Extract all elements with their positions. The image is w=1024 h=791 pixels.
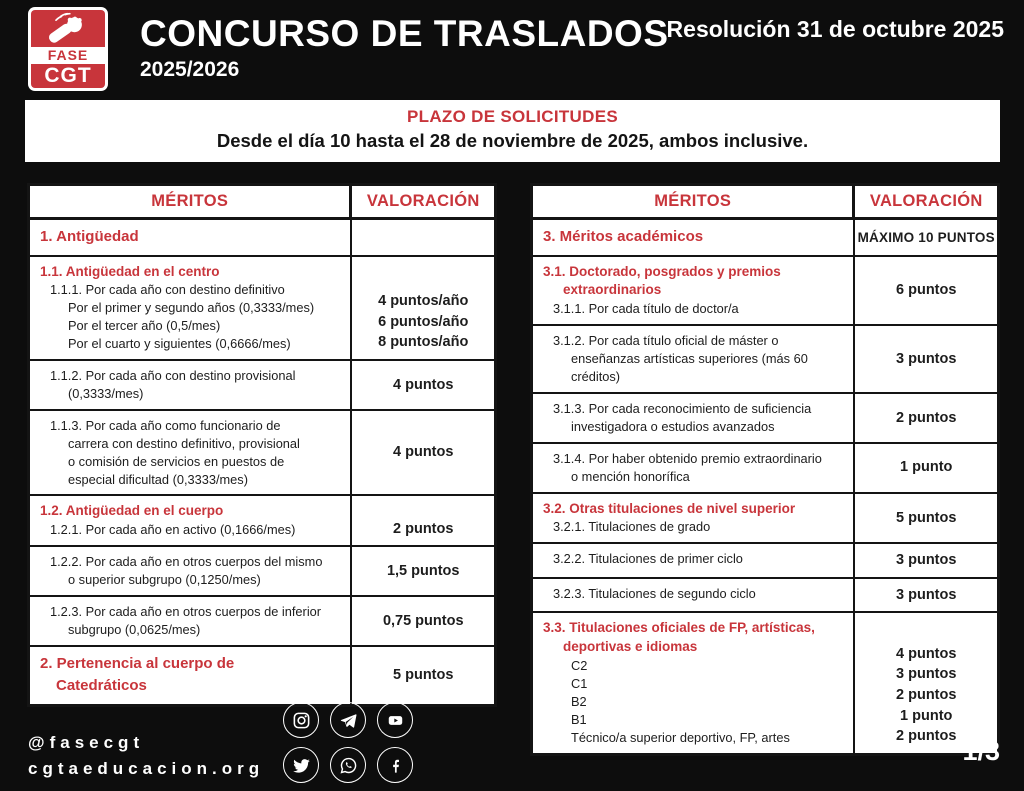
table-header-row <box>30 186 494 220</box>
valoracion-cell <box>352 597 494 645</box>
page-indicator: 1/3 <box>962 736 1000 766</box>
social-handle: @fasecgt <box>28 733 145 752</box>
valoracion-line: 6 puntos <box>896 282 957 299</box>
table-row <box>533 444 997 494</box>
website-url: cgtaeducacion.org <box>28 759 265 779</box>
column-header-valoracion: VALORACIÓN <box>869 192 983 210</box>
merits-cell <box>533 613 855 752</box>
merits-table-right <box>530 183 1000 756</box>
merit-line: extraordinarios <box>563 282 662 298</box>
notice-title: PLAZO DE SOLICITUDES <box>407 107 618 126</box>
merit-line: enseñanzas artísticas superiores (más 60 <box>571 351 808 367</box>
merits-tables <box>27 183 1000 756</box>
merit-line: 3.1.2. Por cada título oficial de máster o <box>553 333 779 349</box>
table-row <box>30 220 494 257</box>
valoracion-cell <box>352 361 494 409</box>
merit-line: 3.1. Doctorado, posgrados y premios <box>543 263 781 279</box>
valoracion-line: 4 puntos <box>393 376 454 393</box>
valoracion-cell <box>855 326 997 392</box>
table-row <box>30 257 494 362</box>
merit-line: deportivas e idiomas <box>563 639 698 655</box>
merit-line: B2 <box>571 694 587 710</box>
table-row <box>533 544 997 579</box>
table-row <box>533 494 997 545</box>
valoracion-cell <box>352 220 494 255</box>
table-row <box>30 547 494 597</box>
fase-cgt-logo <box>28 7 108 91</box>
valoracion-line: 8 puntos/año <box>378 334 469 351</box>
valoracion-line: 4 puntos <box>896 645 957 662</box>
merit-line: Por el cuarto y siguientes (0,6666/mes) <box>68 336 291 352</box>
column-header-valoracion: VALORACIÓN <box>366 192 480 210</box>
valoracion-line: 1 punto <box>900 707 953 724</box>
valoracion-cell <box>352 411 494 495</box>
merit-line: 1.2.2. Por cada año en otros cuerpos del mismo <box>50 554 323 570</box>
merit-line: 3. Méritos académicos <box>543 228 704 245</box>
resolution-date: Resolución 31 de octubre 2025 <box>666 16 1004 42</box>
merit-line: 3.2.2. Titulaciones de primer ciclo <box>553 551 743 567</box>
merits-cell <box>533 394 855 442</box>
valoracion-line: 3 puntos <box>896 350 957 367</box>
merit-line: 1.1.2. Por cada año con destino provisional <box>50 368 296 384</box>
valoracion-line: 2 puntos <box>896 728 957 745</box>
merit-line: especial dificultad (0,3333/mes) <box>68 471 248 487</box>
table-row <box>30 496 494 547</box>
merit-line: B1 <box>571 711 587 727</box>
merit-line: créditos) <box>571 369 621 384</box>
merit-line: 3.1.3. Por cada reconocimiento de suficiencia <box>553 400 812 416</box>
valoracion-line: 1,5 puntos <box>386 562 460 579</box>
valoracion-cell <box>855 579 997 612</box>
merit-line: Catedráticos <box>56 677 147 695</box>
merits-cell <box>533 444 855 492</box>
table-header-row <box>533 186 997 220</box>
merits-cell <box>533 544 855 577</box>
table-row <box>533 326 997 394</box>
merit-line: Por el primer y segundo años (0,3333/mes) <box>68 300 315 316</box>
merit-line: carrera con destino definitivo, provisional <box>68 435 300 451</box>
page-title: CONCURSO DE TRASLADOS <box>140 13 669 54</box>
column-header-meritos: MÉRITOS <box>30 186 352 217</box>
valoracion-line: 2 puntos <box>393 520 454 537</box>
merit-line: C2 <box>571 658 588 674</box>
table-row <box>533 394 997 444</box>
page-subtitle: 2025/2026 <box>140 58 240 81</box>
merits-cell <box>533 579 855 612</box>
merit-line: o superior subgrupo (0,1250/mes) <box>68 572 261 588</box>
merit-line: 1.1.1. Por cada año con destino definitivo <box>50 282 285 298</box>
merit-line: 3.1.4. Por haber obtenido premio extraordinario <box>553 450 822 466</box>
valoracion-cell <box>855 544 997 577</box>
telegram-icon <box>330 702 366 738</box>
merit-line: 3.2. Otras titulaciones de nivel superior <box>543 500 796 516</box>
valoracion-cell <box>352 257 494 360</box>
valoracion-line: 2 puntos <box>896 687 957 704</box>
table-row <box>533 579 997 614</box>
valoracion-line: 3 puntos <box>896 586 957 603</box>
table-row <box>533 257 997 327</box>
merits-table-left <box>27 183 497 707</box>
merit-line: 1.1.3. Por cada año como funcionario de <box>50 417 281 433</box>
merit-line: o comisión de servicios en puestos de <box>68 453 285 469</box>
merits-cell <box>30 547 352 595</box>
twitter-icon <box>283 747 319 783</box>
valoracion-cell <box>352 496 494 545</box>
merit-line: 3.2.3. Titulaciones de segundo ciclo <box>553 585 756 601</box>
table-row <box>533 613 997 752</box>
merit-line: Por el tercer año (0,5/mes) <box>68 318 221 334</box>
logo-cgt-text: CGT <box>44 64 92 87</box>
table-row <box>30 647 494 704</box>
valoracion-line: 3 puntos <box>896 666 957 683</box>
whatsapp-icon <box>330 747 366 783</box>
social-icons <box>283 702 413 783</box>
table-row <box>30 597 494 647</box>
merit-line: C1 <box>571 676 588 692</box>
valoracion-line: 2 puntos <box>896 409 957 426</box>
valoracion-cell <box>855 613 997 752</box>
merit-line: 1.2.1. Por cada año en activo (0,1666/mes) <box>50 522 296 538</box>
valoracion-line: 3 puntos <box>896 552 957 569</box>
merits-cell <box>30 496 352 545</box>
merit-line: o mención honorífica <box>571 468 690 484</box>
valoracion-line: 5 puntos <box>896 509 957 526</box>
merit-line: 2. Pertenencia al cuerpo de <box>40 654 235 672</box>
valoracion-cell <box>855 257 997 325</box>
notice-box <box>25 100 1000 162</box>
merit-line: 1.2.3. Por cada año en otros cuerpos de inferior <box>50 604 322 620</box>
valoracion-cell <box>855 444 997 492</box>
merit-line: 1.1. Antigüedad en el centro <box>40 263 220 279</box>
valoracion-cell <box>855 494 997 543</box>
merit-line: investigadora o estudios avanzados <box>571 418 775 434</box>
merit-line: 3.2.1. Titulaciones de grado <box>553 519 711 535</box>
merit-line: 3.1.1. Por cada título de doctor/a <box>553 301 739 317</box>
facebook-icon <box>377 747 413 783</box>
merits-cell <box>30 361 352 409</box>
merits-cell <box>30 257 352 360</box>
instagram-icon <box>283 702 319 738</box>
fist-icon <box>31 10 105 47</box>
merits-cell <box>30 220 352 255</box>
table-row <box>30 411 494 497</box>
notice-text: Desde el día 10 hasta el 28 de noviembre de 2025, ambos inclusive. <box>216 130 809 151</box>
valoracion-line: 0,75 puntos <box>382 612 464 629</box>
merit-line: 3.3. Titulaciones oficiales de FP, artísticas, <box>543 620 815 636</box>
valoracion-cell <box>352 547 494 595</box>
valoracion-line: 1 punto <box>900 459 953 476</box>
merits-cell <box>30 411 352 495</box>
merits-cell <box>533 326 855 392</box>
merit-line: Técnico/a superior deportivo, FP, artes <box>571 729 790 745</box>
valoracion-cell <box>352 647 494 704</box>
column-header-meritos: MÉRITOS <box>533 186 855 217</box>
merits-cell <box>533 220 855 255</box>
table-row <box>30 361 494 411</box>
valoracion-cell <box>855 220 997 255</box>
merit-line: 1.2. Antigüedad en el cuerpo <box>40 503 224 519</box>
merit-line: 1. Antigüedad <box>40 228 139 245</box>
valoracion-line: 6 puntos/año <box>378 313 469 330</box>
table-row <box>533 220 997 257</box>
youtube-icon <box>377 702 413 738</box>
footer-handles <box>28 730 264 783</box>
valoracion-cell <box>855 394 997 442</box>
valoracion-line: 4 puntos/año <box>378 293 469 310</box>
merit-line: (0,3333/mes) <box>68 385 144 401</box>
merits-cell <box>30 647 352 704</box>
logo-fase-text: FASE <box>31 47 105 64</box>
merits-cell <box>533 257 855 325</box>
merits-cell <box>30 597 352 645</box>
valoracion-line: 4 puntos <box>393 444 454 461</box>
valoracion-line: MÁXIMO 10 PUNTOS <box>857 229 995 245</box>
valoracion-line: 5 puntos <box>393 667 454 684</box>
merits-cell <box>533 494 855 543</box>
merit-line: subgrupo (0,0625/mes) <box>68 621 201 637</box>
